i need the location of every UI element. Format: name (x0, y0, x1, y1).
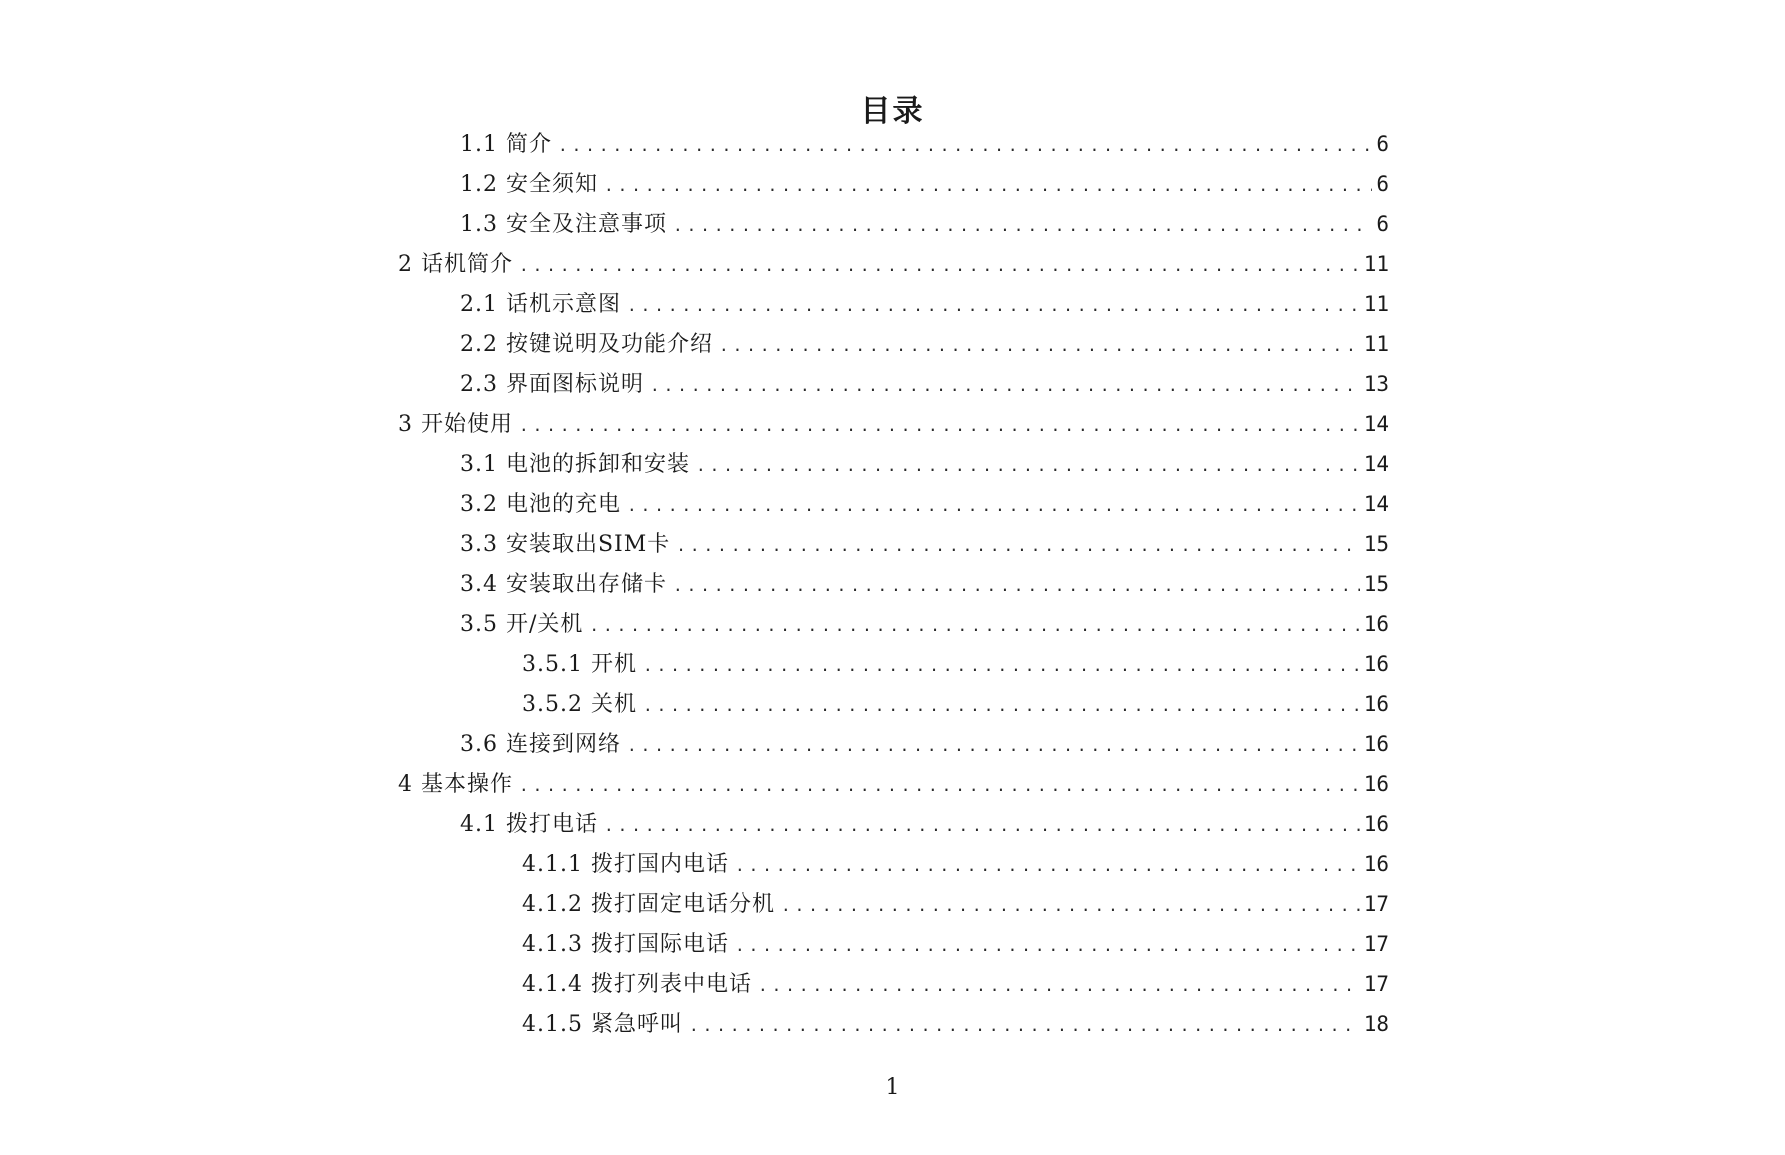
toc-entry-label: 4.1.4 拨打列表中电话 (522, 972, 752, 997)
toc-entry-label: 4 基本操作 (398, 772, 513, 797)
toc-entry-label: 3.3 安装取出SIM卡 (460, 532, 671, 557)
toc-leader-dots (589, 616, 1359, 635)
toc-leader-dots (519, 256, 1360, 275)
toc-entry-label: 2.2 按键说明及功能介绍 (460, 332, 713, 357)
toc-entry-label: 3.5.2 关机 (522, 692, 637, 717)
toc-entry[interactable] (460, 207, 1389, 247)
toc-leader-dots (719, 336, 1360, 355)
toc-leader-dots (673, 576, 1360, 595)
toc-entry[interactable] (460, 287, 1389, 327)
toc-entry-label: 2.1 话机示意图 (460, 292, 621, 317)
toc-leader-dots (519, 776, 1360, 795)
toc-entry-page: 15 (1363, 532, 1389, 556)
page-number: 1 (885, 1075, 900, 1100)
toc-entry-page: 6 (1376, 172, 1389, 196)
toc-entry[interactable] (460, 487, 1389, 527)
toc-entry[interactable] (522, 927, 1389, 967)
toc-leader-dots (627, 496, 1360, 515)
toc-entry-label: 4.1 拨打电话 (460, 812, 598, 837)
toc-leader-dots (735, 856, 1360, 875)
toc-entry-label: 1.2 安全须知 (460, 172, 598, 197)
toc-entry[interactable] (460, 527, 1389, 567)
toc-entry[interactable] (460, 167, 1389, 207)
toc-entry[interactable] (522, 887, 1389, 927)
toc-entry-label: 4.1.1 拨打国内电话 (522, 852, 729, 877)
toc-leader-dots (627, 296, 1360, 315)
toc-entry-page: 11 (1363, 292, 1389, 316)
toc-leader-dots (735, 936, 1360, 955)
toc-entry-label: 4.1.2 拨打固定电话分机 (522, 892, 775, 917)
toc-leader-dots (673, 216, 1372, 235)
toc-entry-label: 2 话机简介 (398, 252, 513, 277)
toc-entry[interactable] (398, 767, 1389, 807)
toc-entry-label: 4.1.3 拨打国际电话 (522, 932, 729, 957)
toc-entry-page: 16 (1363, 612, 1389, 636)
toc-entry[interactable] (522, 1007, 1389, 1047)
toc-leader-dots (558, 136, 1372, 155)
toc-entry-label: 3.1 电池的拆卸和安装 (460, 452, 690, 477)
toc-entry-label: 3 开始使用 (398, 412, 513, 437)
toc-leader-dots (650, 376, 1360, 395)
toc-entry-page: 11 (1363, 252, 1389, 276)
toc-entry-label: 1.1 简介 (460, 132, 552, 157)
toc-leader-dots (676, 536, 1359, 555)
toc-entry-page: 16 (1363, 852, 1389, 876)
page-title: 目录 (860, 94, 925, 129)
toc-entry-label: 3.5.1 开机 (522, 652, 637, 677)
toc-entry-page: 16 (1363, 772, 1389, 796)
toc-entry-label: 4.1.5 紧急呼叫 (522, 1012, 683, 1037)
toc-entry[interactable] (460, 807, 1389, 847)
toc-entry[interactable] (522, 847, 1389, 887)
toc-entry-label: 3.5 开/关机 (460, 612, 584, 637)
toc-leader-dots (604, 816, 1360, 835)
toc-leader-dots (696, 456, 1360, 475)
toc-entry[interactable] (398, 247, 1389, 287)
toc-entry-page: 16 (1363, 812, 1389, 836)
toc-entry-page: 6 (1376, 212, 1389, 236)
toc-leader-dots (758, 976, 1360, 995)
toc-entry-label: 3.2 电池的充电 (460, 492, 621, 517)
toc-entry-page: 18 (1363, 1012, 1389, 1036)
toc-leader-dots (643, 696, 1360, 715)
toc-entry-page: 14 (1363, 452, 1389, 476)
toc-entry[interactable] (522, 687, 1389, 727)
toc-entry-page: 16 (1363, 652, 1389, 676)
toc-entry-page: 6 (1376, 132, 1389, 156)
toc-entry-page: 13 (1363, 372, 1389, 396)
toc-entry[interactable] (460, 127, 1389, 167)
toc-entry-label: 3.4 安装取出存储卡 (460, 572, 667, 597)
toc-entry[interactable] (522, 647, 1389, 687)
toc-entry-page: 15 (1363, 572, 1389, 596)
toc-entry[interactable] (460, 607, 1389, 647)
toc-entry-page: 16 (1363, 692, 1389, 716)
toc-entry-label: 1.3 安全及注意事项 (460, 212, 667, 237)
toc-entry[interactable] (460, 567, 1389, 607)
toc-entry[interactable] (398, 407, 1389, 447)
toc-entry-page: 17 (1363, 932, 1389, 956)
toc-leader-dots (604, 176, 1372, 195)
toc-entry-label: 3.6 连接到网络 (460, 732, 621, 757)
toc-leader-dots (519, 416, 1360, 435)
toc-entry-page: 16 (1363, 732, 1389, 756)
toc-entry-page: 14 (1363, 412, 1389, 436)
toc-entry[interactable] (522, 967, 1389, 1007)
toc-entry-page: 17 (1363, 972, 1389, 996)
toc-leader-dots (643, 656, 1360, 675)
toc-entry-page: 11 (1363, 332, 1389, 356)
toc-entry[interactable] (460, 327, 1389, 367)
toc-leader-dots (781, 896, 1360, 915)
toc-entry[interactable] (460, 727, 1389, 767)
toc-entry[interactable] (460, 367, 1389, 407)
toc-entry-page: 17 (1363, 892, 1389, 916)
toc-entry[interactable] (460, 447, 1389, 487)
toc-entry-page: 14 (1363, 492, 1389, 516)
toc-leader-dots (627, 736, 1360, 755)
toc-leader-dots (689, 1016, 1360, 1035)
toc-entry-label: 2.3 界面图标说明 (460, 372, 644, 397)
